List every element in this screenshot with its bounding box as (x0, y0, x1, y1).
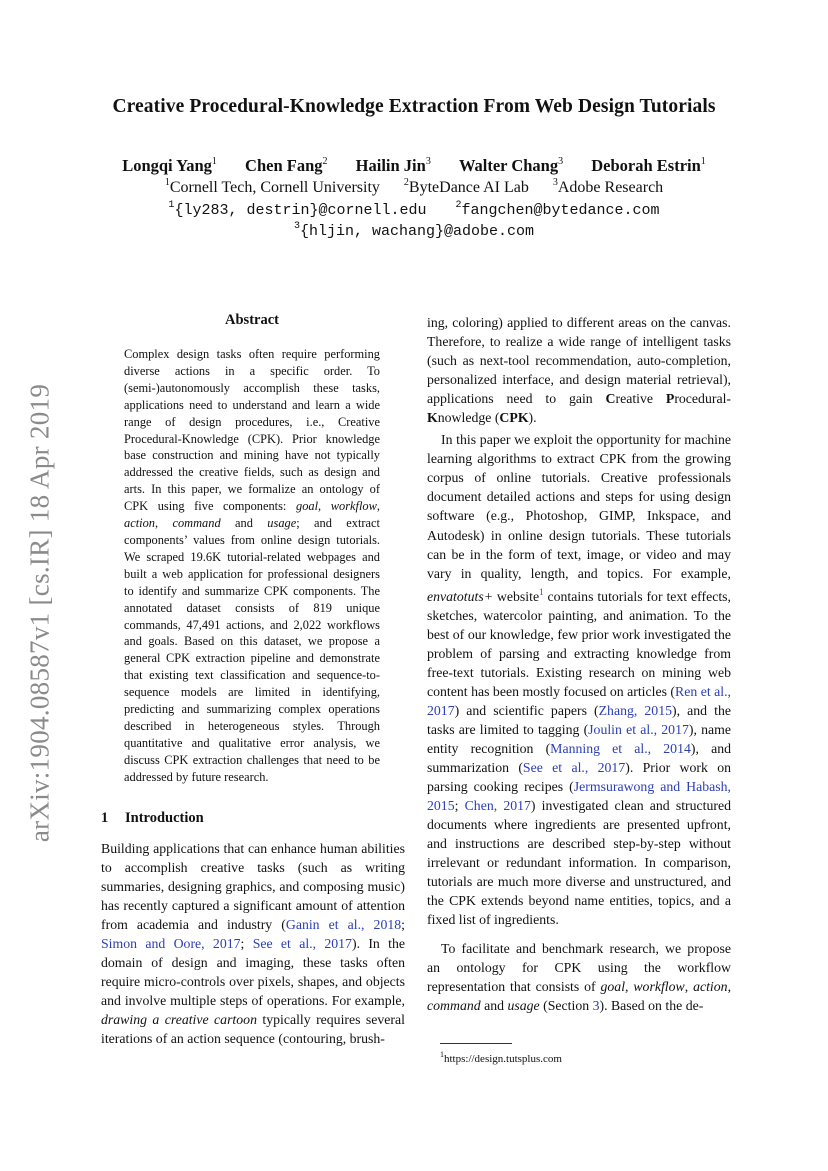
abstract-paragraph: Complex design tasks often require performing diverse actions in a specific order. To (semi-)autonomously accomplish these tasks, applications need to understand and learn a wide range of design procedures, i.e., Creative Procedural-Knowledge (CPK). Prior knowledge base construction and mining have not typically addressed the creative fields, such as design and arts. In this paper, we formalize an ontology of CPK using five components: goal, workflow, action, command and usage; and extract components’ values from online design tutorials. We scraped 19.6K tutorial-related webpages and built a web application for professional designers to identify and summarize CPK components. The annotated dataset consists of 819 unique commands, 47,491 actions, and 2,022 workflows and goals. Based on this dataset, we propose a general CPK extraction pipeline and demonstrate that existing text classification and sequence-to-sequence models are limited in identifying, predicting and summarizing complex operations described in heterogeneous styles. Through quantitative and qualitative error analysis, we discuss CPK extraction challenges that need to be addressed by future research. (124, 347, 381, 784)
citation-link[interactable]: Ganin et al., 2018 (285, 917, 402, 933)
email-address: $^3${hljin, wachang}@adobe.com (293, 221, 535, 240)
arxiv-id-text: arXiv:1904.08587v1 [cs.IR] 18 Apr 2019 (24, 383, 55, 843)
author: Longqi Yang$^1$ (122, 156, 217, 175)
footnote-url[interactable]: https://design.tutsplus.com (444, 1053, 562, 1065)
section-number: 1 (101, 810, 109, 826)
footnote-divider (440, 1043, 512, 1044)
citation-link[interactable]: Joulin et al., 2017 (588, 721, 689, 737)
body-paragraph: In this paper we exploit the opportunity for machine learning algorithms to extract CPK from the growing corpus of online tutorials. Creative professionals document detailed actions and steps for using design software (e.g., Photoshop, GIMP, Inkspace, and Autodesk) in online design tutorials. These tutorials can be in the form of text, image, or video and may vary in quality, length, and topics. For example, envatotuts+ website$^1$ contains tutorials for text effects, sketches, watercolor painting, and animation. To the best of our knowledge, few prior work investigated the problem of parsing and extracting knowledge from free-text tutorials. Existing research on mining web content has been mostly focused on articles (Ren et al., 2017) and scientific papers (Zhang, 2015), and the tasks are limited to tagging (Joulin et al., 2017), name entity recognition (Manning et al., 2014), and summarization (See et al., 2017). Prior work on parsing cooking recipes (Jermsurawong and Habash, 2015; Chen, 2017) investigated clean and structured documents where ingredients are presented upfront, and instructions are described step-by-step without irrelevant or redundant information. In comparison, tutorials are much more diverse and unstructured, and the CPK extends beyond name entities, topics, and a fixed list of ingredients. (427, 432, 732, 928)
email-line (0, 200, 828, 219)
footnote-marker[interactable]: 1 (539, 586, 544, 597)
email-address: $^1${ly283, destrin}@cornell.edu (168, 200, 427, 219)
abstract-heading: Abstract (225, 312, 279, 328)
author-list (0, 156, 828, 176)
section-heading-introduction (101, 810, 405, 827)
author: Walter Chang$^3$ (458, 156, 564, 175)
body-paragraph: ing, coloring) applied to different areas on the canvas. Therefore, to realize a wide range of intelligent tasks (such as next-tool recommendation, auto-completion, personalized interface, and design material retrieval), applications need to gain Creative Procedural-Knowledge (CPK). (427, 315, 731, 426)
citation-link[interactable]: See et al., 2017 (522, 760, 626, 776)
citation-link[interactable]: Ren et al., 2017 (427, 683, 732, 718)
author: Deborah Estrin$^1$ (591, 156, 706, 175)
footnote: $^1$https://design.tutsplus.com (440, 1050, 562, 1065)
introduction-column-left (101, 839, 405, 1049)
citation-link[interactable]: Simon and Oore, 2017 (101, 936, 241, 952)
citation-link[interactable]: Chen, 2017 (464, 798, 531, 814)
citation-link[interactable]: Zhang, 2015 (598, 702, 673, 718)
abstract-body (124, 346, 380, 786)
body-paragraph: To facilitate and benchmark research, we propose an ontology for CPK using the workflow representation that consists of goal, workflow, action, command and usage (Section 3). Based on the de- (427, 940, 732, 1013)
author: Chen Fang$^2$ (245, 156, 328, 175)
affiliation: $^2$ByteDance AI Lab (403, 177, 529, 196)
body-paragraph: Building applications that can enhance human abilities to accomplish creative tasks (such as writing summaries, designing graphics, and composing music) has recently captured a significant amount of attention from academia and industry (Ganin et al., 2018; Simon and Oore, 2017; See et al., 2017). In the domain of design and imaging, these tasks often require micro-controls over pixels, shapes, and objects and involve multiple steps of operations. For example, drawing a creative cartoon typically requires several iterations of an action sequence (contouring, brush- (101, 841, 405, 1047)
email-address: $^2$fangchen@bytedance.com (455, 200, 660, 219)
affiliation: $^1$Cornell Tech, Cornell University (164, 177, 380, 196)
affiliation-list (0, 177, 828, 197)
citation-link[interactable]: Manning et al., 2014 (550, 741, 691, 757)
email-line (0, 221, 828, 240)
section-reference-link[interactable]: 3 (592, 997, 600, 1013)
paper-title: Creative Procedural-Knowledge Extraction From Web Design Tutorials (112, 96, 716, 117)
section-title: Introduction (125, 810, 204, 826)
citation-link[interactable]: Jermsurawong and Habash, 2015 (427, 779, 731, 814)
author: Hailin Jin$^3$ (355, 156, 431, 175)
affiliation: $^3$Adobe Research (552, 177, 664, 196)
citation-link[interactable]: See et al., 2017 (252, 936, 352, 952)
text-column-right (427, 313, 731, 1015)
